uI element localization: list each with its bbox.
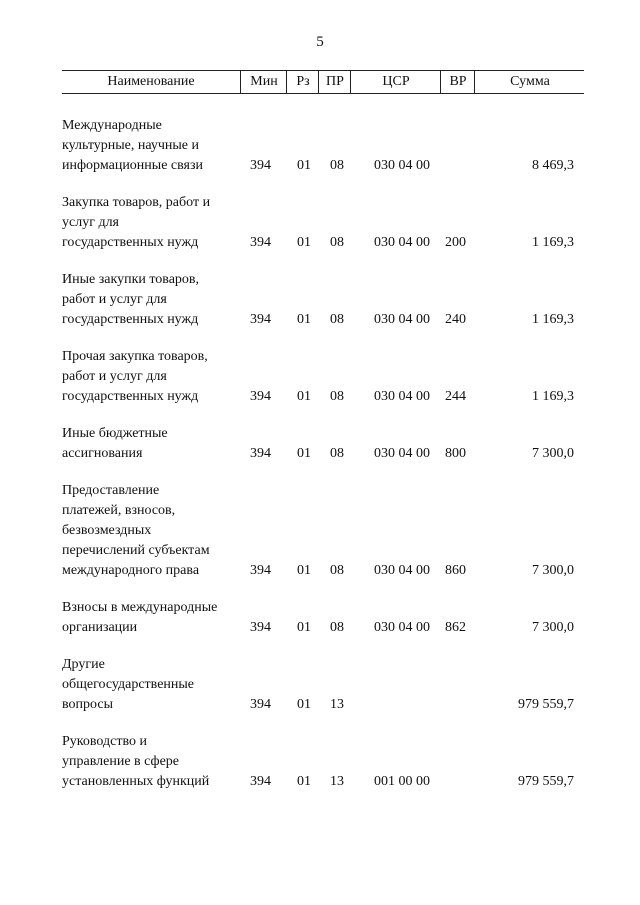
row-rz: 01 [297, 620, 311, 635]
row-pr: 13 [330, 697, 344, 712]
row-name-line: Прочая закупка товаров, [62, 349, 208, 364]
row-name-line: международного права [62, 563, 200, 578]
header-min: Мин [240, 71, 287, 93]
row-csr: 001 00 00 [374, 774, 430, 789]
row-rz: 01 [297, 563, 311, 578]
row-rz: 01 [297, 158, 311, 173]
row-sum: 1 169,3 [532, 235, 574, 250]
row-pr: 08 [330, 235, 344, 250]
row-name [62, 424, 242, 464]
row-name-line: информационные связи [62, 158, 204, 173]
header-sum: Сумма [474, 71, 585, 93]
table-body [62, 116, 584, 792]
header-rz: Рз [286, 71, 319, 93]
row-name-line: работ и услуг для [62, 369, 167, 384]
row-name-line: Международные [62, 118, 162, 133]
row-name [62, 655, 242, 715]
row-rz: 01 [297, 697, 311, 712]
row-csr: 030 04 00 [374, 158, 430, 173]
table-row [62, 655, 584, 715]
header-csr: ЦСР [350, 71, 441, 93]
header-name: Наименование [107, 74, 195, 89]
row-pr: 08 [330, 620, 344, 635]
row-name-line: перечислений субъектам [62, 543, 210, 558]
row-name-line: организации [62, 620, 138, 635]
table-row [62, 424, 584, 464]
row-min: 394 [250, 312, 271, 327]
row-vr: 862 [445, 620, 466, 635]
table-row [62, 481, 584, 581]
budget-table [62, 70, 584, 792]
header-vr: ВР [440, 71, 475, 93]
row-name-line: культурные, научные и [62, 138, 200, 153]
row-min: 394 [250, 389, 271, 404]
row-min: 394 [250, 697, 271, 712]
row-vr: 244 [445, 389, 466, 404]
row-name-line: государственных нужд [62, 235, 199, 250]
row-name [62, 598, 242, 638]
row-name-line: Иные бюджетные [62, 426, 168, 441]
row-name-line: платежей, взносов, [62, 503, 176, 518]
table-row [62, 598, 584, 638]
row-name-line: общегосударственные [62, 677, 195, 692]
row-name-line: Другие [62, 657, 105, 672]
row-pr: 08 [330, 389, 344, 404]
row-name [62, 481, 242, 581]
row-pr: 08 [330, 563, 344, 578]
row-name-line: управление в сфере [62, 754, 180, 769]
row-name-line: Закупка товаров, работ и [62, 195, 211, 210]
row-pr: 08 [330, 446, 344, 461]
table-row [62, 347, 584, 407]
row-csr: 030 04 00 [374, 235, 430, 250]
table-row [62, 270, 584, 330]
row-min: 394 [250, 158, 271, 173]
row-rz: 01 [297, 389, 311, 404]
row-sum: 7 300,0 [532, 563, 574, 578]
row-name-line: государственных нужд [62, 389, 199, 404]
row-min: 394 [250, 235, 271, 250]
row-sum: 7 300,0 [532, 446, 574, 461]
row-name [62, 193, 242, 253]
row-vr: 860 [445, 563, 466, 578]
row-pr: 13 [330, 774, 344, 789]
row-pr: 08 [330, 158, 344, 173]
row-csr: 030 04 00 [374, 446, 430, 461]
row-rz: 01 [297, 774, 311, 789]
row-name-line: безвозмездных [62, 523, 152, 538]
row-vr: 200 [445, 235, 466, 250]
row-name-line: услуг для [62, 215, 119, 230]
table-row [62, 193, 584, 253]
row-name-line: вопросы [62, 697, 113, 712]
row-vr: 800 [445, 446, 466, 461]
row-name-line: государственных нужд [62, 312, 199, 327]
row-name [62, 347, 242, 407]
row-name-line: Иные закупки товаров, [62, 272, 200, 287]
table-row [62, 732, 584, 792]
row-sum: 1 169,3 [532, 389, 574, 404]
page-number: 5 [316, 34, 324, 50]
row-name [62, 116, 242, 176]
row-sum: 7 300,0 [532, 620, 574, 635]
row-min: 394 [250, 563, 271, 578]
row-csr: 030 04 00 [374, 620, 430, 635]
row-rz: 01 [297, 235, 311, 250]
row-name-line: Руководство и [62, 734, 147, 749]
row-vr: 240 [445, 312, 466, 327]
table-row [62, 116, 584, 176]
row-csr: 030 04 00 [374, 389, 430, 404]
row-name-line: Взносы в международные [62, 600, 218, 615]
row-min: 394 [250, 620, 271, 635]
row-sum: 979 559,7 [518, 697, 574, 712]
row-pr: 08 [330, 312, 344, 327]
row-rz: 01 [297, 446, 311, 461]
table-header [62, 70, 584, 94]
row-name [62, 732, 242, 792]
row-sum: 1 169,3 [532, 312, 574, 327]
row-name-line: ассигнования [62, 446, 143, 461]
row-name-line: работ и услуг для [62, 292, 167, 307]
row-sum: 8 469,3 [532, 158, 574, 173]
row-min: 394 [250, 774, 271, 789]
row-min: 394 [250, 446, 271, 461]
row-name-line: установленных функций [62, 774, 210, 789]
row-name [62, 270, 242, 330]
row-rz: 01 [297, 312, 311, 327]
row-sum: 979 559,7 [518, 774, 574, 789]
row-name-line: Предоставление [62, 483, 160, 498]
row-csr: 030 04 00 [374, 312, 430, 327]
row-csr: 030 04 00 [374, 563, 430, 578]
header-pr: ПР [318, 71, 351, 93]
